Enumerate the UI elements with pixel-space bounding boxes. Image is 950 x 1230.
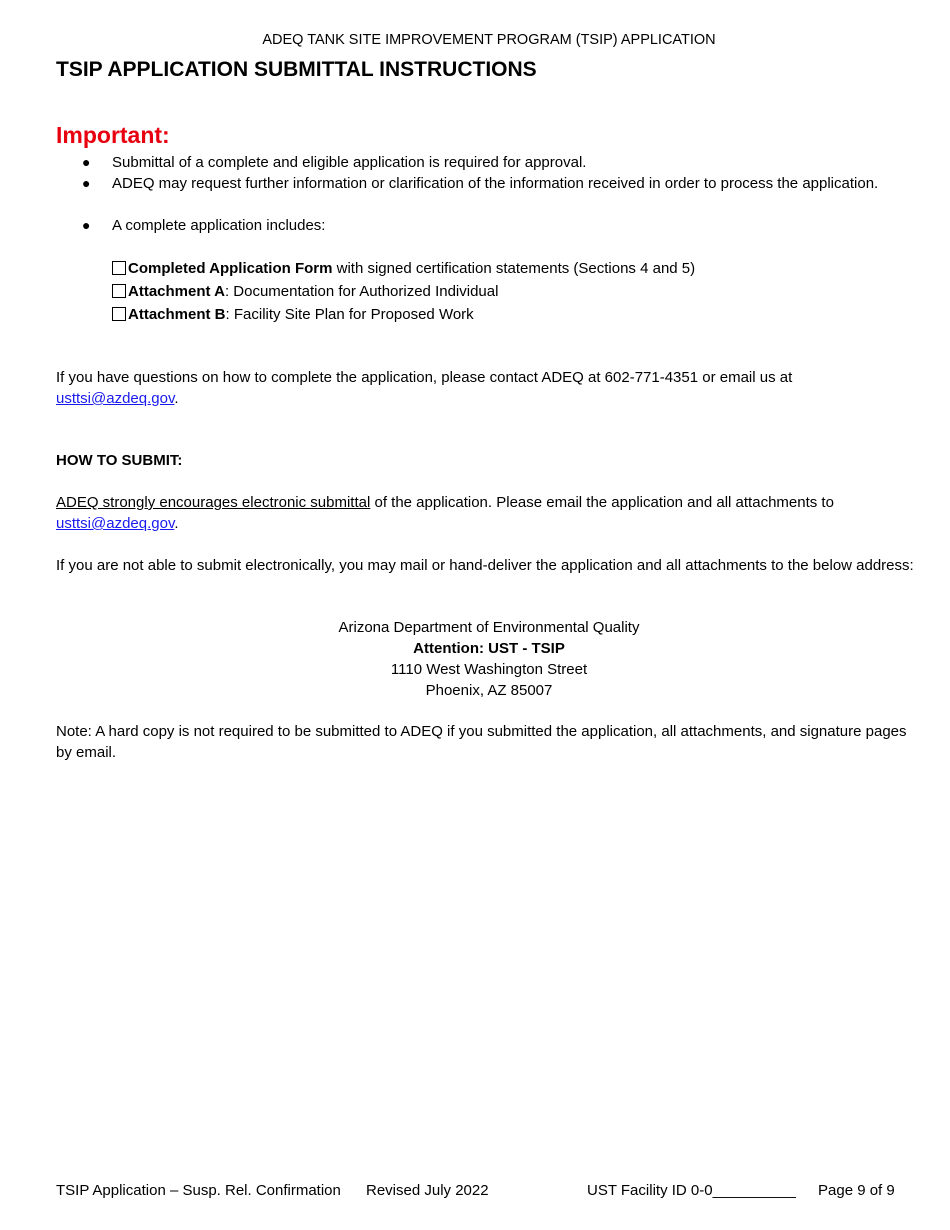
checklist-item-title: Attachment A bbox=[128, 283, 225, 300]
footer-document-title: TSIP Application – Susp. Rel. Confirmation bbox=[56, 1182, 341, 1199]
footer-revised-date: Revised July 2022 bbox=[366, 1182, 489, 1199]
bullet-text: ADEQ may request further information or clarification of the information received in order to process the application. bbox=[112, 175, 879, 192]
checklist-item-title: Completed Application Form bbox=[128, 260, 333, 277]
address-line-street: 1110 West Washington Street bbox=[390, 661, 588, 678]
bullet-item bbox=[56, 215, 916, 236]
bullet-text: A complete application includes: bbox=[112, 217, 326, 234]
note-paragraph: Note: A hard copy is not required to be submitted to ADEQ if you submitted the application, all attachments, and signature pages by email. bbox=[56, 723, 907, 761]
checkbox[interactable] bbox=[112, 261, 126, 275]
contact-text: If you have questions on how to complete the application, please contact ADEQ at 602-771-4351 or email us at bbox=[56, 369, 793, 386]
checklist-item-attachment-a bbox=[112, 281, 498, 302]
address-line-agency: Arizona Department of Environmental Quality bbox=[338, 619, 640, 636]
bullet-item bbox=[56, 152, 916, 173]
page-header: ADEQ TANK SITE IMPROVEMENT PROGRAM (TSIP) APPLICATION bbox=[262, 32, 716, 48]
footer-page-number: Page 9 of 9 bbox=[818, 1182, 895, 1199]
important-heading: Important: bbox=[56, 122, 170, 148]
electronic-submittal-paragraph bbox=[56, 492, 916, 534]
checklist-item-attachment-b bbox=[112, 304, 474, 325]
checklist-item-title: Attachment B bbox=[128, 306, 226, 323]
checklist-item-text: with signed certification statements (Sections 4 and 5) bbox=[332, 260, 696, 277]
contact-paragraph bbox=[56, 367, 916, 409]
footer-facility-id: UST Facility ID 0-0__________ bbox=[587, 1182, 797, 1199]
contact-email-link[interactable]: usttsi@azdeq.gov bbox=[56, 390, 175, 407]
electronic-submittal-emphasis: ADEQ strongly encourages electronic submittal bbox=[56, 494, 371, 511]
bullet-text: Submittal of a complete and eligible application is required for approval. bbox=[112, 154, 587, 171]
checklist-item-text: : Facility Site Plan for Proposed Work bbox=[225, 306, 474, 323]
checklist-item-text: : Documentation for Authorized Individual bbox=[224, 283, 499, 300]
page-title: TSIP APPLICATION SUBMITTAL INSTRUCTIONS bbox=[56, 58, 537, 81]
bullet-item bbox=[56, 173, 916, 215]
how-to-submit-heading: HOW TO SUBMIT: bbox=[56, 452, 183, 469]
bullet-dot: ● bbox=[82, 154, 91, 170]
address-line-attention: Attention: UST - TSIP bbox=[413, 640, 565, 657]
checkbox[interactable] bbox=[112, 307, 126, 321]
checklist-item-application-form bbox=[112, 258, 695, 279]
mail-paragraph: If you are not able to submit electronically, you may mail or hand-deliver the application and all attachments to the below address: bbox=[56, 557, 914, 574]
bullet-dot: ● bbox=[82, 175, 91, 191]
contact-end: . bbox=[174, 390, 179, 407]
submit-end: . bbox=[174, 515, 179, 532]
address-line-city: Phoenix, AZ 85007 bbox=[425, 682, 553, 699]
electronic-submittal-text: of the application. Please email the application and all attachments to bbox=[370, 494, 834, 511]
bullet-dot: ● bbox=[82, 217, 91, 233]
checkbox[interactable] bbox=[112, 284, 126, 298]
submit-email-link[interactable]: usttsi@azdeq.gov bbox=[56, 515, 175, 532]
